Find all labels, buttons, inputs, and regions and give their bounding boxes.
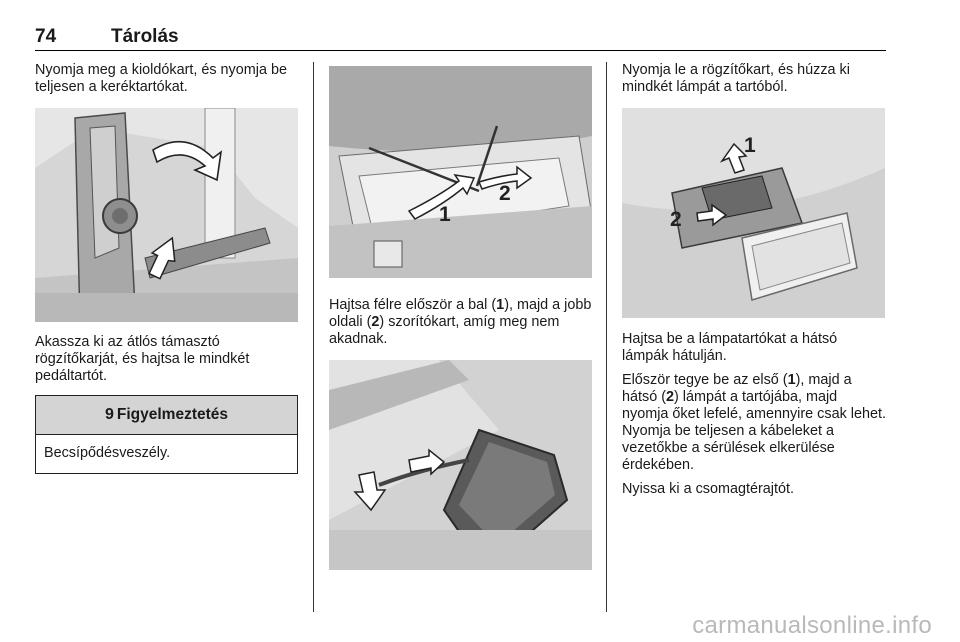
page-header bbox=[35, 26, 885, 52]
watermark: carmanualsonline.info bbox=[692, 612, 932, 639]
column-3 bbox=[622, 62, 887, 505]
column-1 bbox=[35, 62, 300, 474]
warning-box bbox=[35, 395, 298, 474]
fig-label-1: 1 bbox=[744, 134, 756, 157]
figure-lamp-bracket bbox=[329, 360, 592, 570]
instruction-fold-pedal-holders: Akassza ki az átlós támasztó rögzítőkarját, és hajtsa le mindkét pedáltartót. bbox=[35, 334, 250, 384]
instruction-fold-lamp-holders: Hajtsa be a lámpatartókat a hátsó lámpák hátulján. bbox=[622, 331, 838, 364]
instruction-insert-lamps: Először tegye be az első (1), majd a hátsó (2) lámpát a tartójába, majd nyomja őket lefelé, amennyire csak lehet. Nyomja be teljesen a kábeleket a vezetőkbe a sérülések elkerülése érdekében. bbox=[622, 372, 886, 473]
fig-label-2: 2 bbox=[499, 182, 511, 205]
header-rule bbox=[35, 50, 886, 51]
instruction-release-lever: Nyomja meg a kioldókart, és nyomja be teljesen a keréktartókat. bbox=[35, 62, 287, 95]
figure-lamp-holder bbox=[622, 108, 885, 318]
instruction-open-tailgate: Nyissa ki a csomagtérajtót. bbox=[622, 481, 794, 497]
column-divider-2 bbox=[606, 62, 607, 612]
warning-text: Becsípődésveszély. bbox=[44, 445, 171, 461]
page-number: 74 bbox=[35, 26, 57, 47]
fig-label-2: 2 bbox=[670, 208, 682, 231]
figure-clamp-levers bbox=[329, 66, 592, 278]
chapter-title: Tárolás bbox=[111, 26, 179, 47]
column-divider-1 bbox=[313, 62, 314, 612]
fig-label-1: 1 bbox=[439, 203, 451, 226]
warning-header bbox=[36, 396, 297, 435]
instruction-clamp-levers: Hajtsa félre először a bal (1), majd a jobb oldali (2) szorítókart, amíg meg nem akadnak. bbox=[329, 297, 592, 347]
instruction-press-down-lever: Nyomja le a rögzítőkart, és húzza ki mindkét lámpát a tartóból. bbox=[622, 62, 850, 95]
warning-icon: 9 bbox=[104, 406, 114, 423]
warning-title: Figyelmeztetés bbox=[116, 406, 229, 423]
figure-wheel-holder bbox=[35, 108, 298, 322]
column-2 bbox=[329, 62, 594, 570]
